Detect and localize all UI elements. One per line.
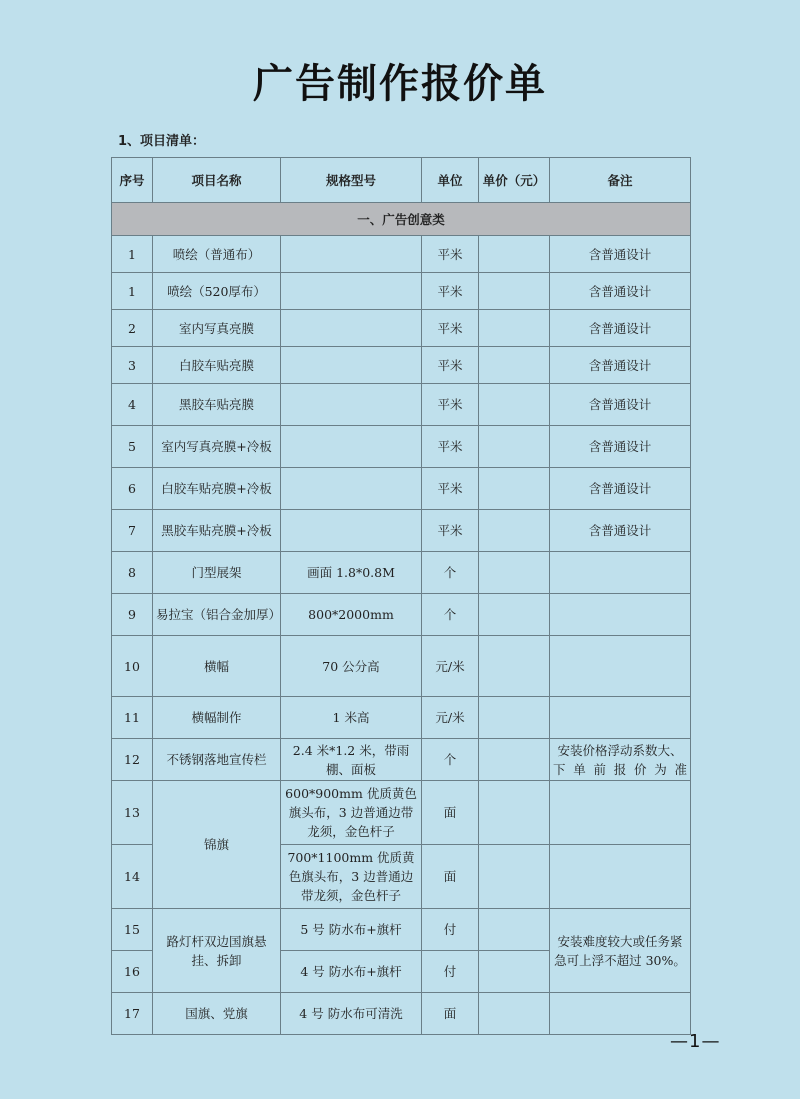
row-no: 7 bbox=[112, 510, 153, 552]
row-note: 含普通设计 bbox=[550, 468, 691, 510]
row-spec bbox=[281, 384, 422, 426]
table-row bbox=[112, 273, 691, 310]
row-price bbox=[479, 909, 550, 951]
row-unit: 面 bbox=[422, 993, 479, 1035]
row-unit: 平米 bbox=[422, 426, 479, 468]
header-price: 单价（元） bbox=[479, 158, 550, 203]
row-note: 含普通设计 bbox=[550, 236, 691, 273]
row-name: 横幅 bbox=[153, 636, 281, 697]
row-no: 4 bbox=[112, 384, 153, 426]
row-note: 含普通设计 bbox=[550, 310, 691, 347]
row-note bbox=[550, 552, 691, 594]
row-note bbox=[550, 781, 691, 845]
row-spec: 5 号 防水布+旗杆 bbox=[281, 909, 422, 951]
row-no: 5 bbox=[112, 426, 153, 468]
row-price bbox=[479, 993, 550, 1035]
table-header-row bbox=[112, 158, 691, 203]
row-price bbox=[479, 510, 550, 552]
row-price bbox=[479, 951, 550, 993]
row-spec bbox=[281, 236, 422, 273]
row-note bbox=[550, 993, 691, 1035]
row-price bbox=[479, 273, 550, 310]
row-spec bbox=[281, 273, 422, 310]
row-name: 易拉宝（铝合金加厚） bbox=[153, 594, 281, 636]
header-note: 备注 bbox=[550, 158, 691, 203]
row-no: 16 bbox=[112, 951, 153, 993]
page-title: 广告制作报价单 bbox=[253, 61, 547, 107]
row-no: 1 bbox=[112, 273, 153, 310]
row-price bbox=[479, 236, 550, 273]
row-no: 10 bbox=[112, 636, 153, 697]
row-spec: 4 号 防水布可清洗 bbox=[281, 993, 422, 1035]
row-name: 横幅制作 bbox=[153, 697, 281, 739]
row-spec bbox=[281, 426, 422, 468]
row-price bbox=[479, 347, 550, 384]
row-note: 含普通设计 bbox=[550, 384, 691, 426]
merged-note-lamp: 安装难度较大或任务紧急可上浮不超过 30%。 bbox=[550, 909, 691, 993]
merged-name-jinqi: 锦旗 bbox=[153, 781, 281, 909]
row-spec: 600*900mm 优质黄色旗头布，3 边普通边带龙须，金色杆子 bbox=[281, 781, 422, 845]
row-name: 国旗、党旗 bbox=[153, 993, 281, 1035]
row-note: 含普通设计 bbox=[550, 347, 691, 384]
row-price bbox=[479, 594, 550, 636]
row-unit: 面 bbox=[422, 845, 479, 909]
row-spec bbox=[281, 468, 422, 510]
row-no: 9 bbox=[112, 594, 153, 636]
row-note: 含普通设计 bbox=[550, 510, 691, 552]
row-unit: 平米 bbox=[422, 384, 479, 426]
row-price bbox=[479, 468, 550, 510]
row-note bbox=[550, 636, 691, 697]
row-unit: 平米 bbox=[422, 273, 479, 310]
row-name: 喷绘（普通布） bbox=[153, 236, 281, 273]
row-unit: 元/米 bbox=[422, 697, 479, 739]
row-note: 含普通设计 bbox=[550, 426, 691, 468]
table-row bbox=[112, 909, 691, 951]
row-unit: 元/米 bbox=[422, 636, 479, 697]
table-row bbox=[112, 739, 691, 781]
row-name: 不锈钢落地宣传栏 bbox=[153, 739, 281, 781]
row-unit: 平米 bbox=[422, 347, 479, 384]
row-spec: 700*1100mm 优质黄色旗头布，3 边普通边带龙须，金色杆子 bbox=[281, 845, 422, 909]
row-unit: 个 bbox=[422, 594, 479, 636]
section-label: 1、项目清单： bbox=[118, 134, 206, 149]
row-unit: 平米 bbox=[422, 236, 479, 273]
row-spec bbox=[281, 510, 422, 552]
row-unit: 面 bbox=[422, 781, 479, 845]
row-spec: 800*2000mm bbox=[281, 594, 422, 636]
row-note bbox=[550, 697, 691, 739]
row-spec: 1 米高 bbox=[281, 697, 422, 739]
row-note bbox=[550, 845, 691, 909]
table-row bbox=[112, 426, 691, 468]
row-unit: 平米 bbox=[422, 310, 479, 347]
header-spec: 规格型号 bbox=[281, 158, 422, 203]
row-price bbox=[479, 697, 550, 739]
row-price bbox=[479, 739, 550, 781]
category-label: 一、广告创意类 bbox=[112, 203, 691, 236]
row-unit: 个 bbox=[422, 552, 479, 594]
table-row bbox=[112, 468, 691, 510]
row-unit: 付 bbox=[422, 909, 479, 951]
table-row bbox=[112, 594, 691, 636]
row-name: 黑胶车贴亮膜 bbox=[153, 384, 281, 426]
row-price bbox=[479, 636, 550, 697]
row-unit: 平米 bbox=[422, 468, 479, 510]
row-name: 室内写真亮膜+冷板 bbox=[153, 426, 281, 468]
row-no: 6 bbox=[112, 468, 153, 510]
row-spec bbox=[281, 347, 422, 384]
row-note: 安装价格浮动系数大、下单前报价为准 bbox=[550, 739, 691, 781]
row-spec: 4 号 防水布+旗杆 bbox=[281, 951, 422, 993]
category-row bbox=[112, 203, 691, 236]
row-name: 白胶车贴亮膜+冷板 bbox=[153, 468, 281, 510]
row-price bbox=[479, 552, 550, 594]
row-no: 14 bbox=[112, 845, 153, 909]
header-no: 序号 bbox=[112, 158, 153, 203]
row-spec: 画面 1.8*0.8M bbox=[281, 552, 422, 594]
row-no: 1 bbox=[112, 236, 153, 273]
row-note: 含普通设计 bbox=[550, 273, 691, 310]
row-no: 2 bbox=[112, 310, 153, 347]
row-price bbox=[479, 384, 550, 426]
row-no: 11 bbox=[112, 697, 153, 739]
merged-name-lamp: 路灯杆双边国旗悬挂、拆卸 bbox=[153, 909, 281, 993]
row-spec: 2.4 米*1.2 米，带雨棚、面板 bbox=[281, 739, 422, 781]
row-name: 喷绘（520厚布） bbox=[153, 273, 281, 310]
row-price bbox=[479, 310, 550, 347]
table-row bbox=[112, 236, 691, 273]
table-row bbox=[112, 347, 691, 384]
row-unit: 付 bbox=[422, 951, 479, 993]
row-name: 黑胶车贴亮膜+冷板 bbox=[153, 510, 281, 552]
row-spec bbox=[281, 310, 422, 347]
row-name: 白胶车贴亮膜 bbox=[153, 347, 281, 384]
row-price bbox=[479, 845, 550, 909]
row-no: 8 bbox=[112, 552, 153, 594]
row-name: 室内写真亮膜 bbox=[153, 310, 281, 347]
row-no: 17 bbox=[112, 993, 153, 1035]
table-row bbox=[112, 697, 691, 739]
table-row bbox=[112, 781, 691, 845]
row-name: 门型展架 bbox=[153, 552, 281, 594]
row-spec: 70 公分高 bbox=[281, 636, 422, 697]
row-no: 12 bbox=[112, 739, 153, 781]
table-row bbox=[112, 552, 691, 594]
header-unit: 单位 bbox=[422, 158, 479, 203]
row-no: 13 bbox=[112, 781, 153, 845]
row-no: 3 bbox=[112, 347, 153, 384]
row-unit: 平米 bbox=[422, 510, 479, 552]
table-row bbox=[112, 510, 691, 552]
table-row bbox=[112, 993, 691, 1035]
header-name: 项目名称 bbox=[153, 158, 281, 203]
row-price bbox=[479, 781, 550, 845]
table-row bbox=[112, 310, 691, 347]
row-price bbox=[479, 426, 550, 468]
page-number: —1— bbox=[670, 1031, 721, 1052]
row-unit: 个 bbox=[422, 739, 479, 781]
table-row bbox=[112, 384, 691, 426]
table-row bbox=[112, 636, 691, 697]
row-note bbox=[550, 594, 691, 636]
row-no: 15 bbox=[112, 909, 153, 951]
quote-table bbox=[111, 157, 691, 1035]
